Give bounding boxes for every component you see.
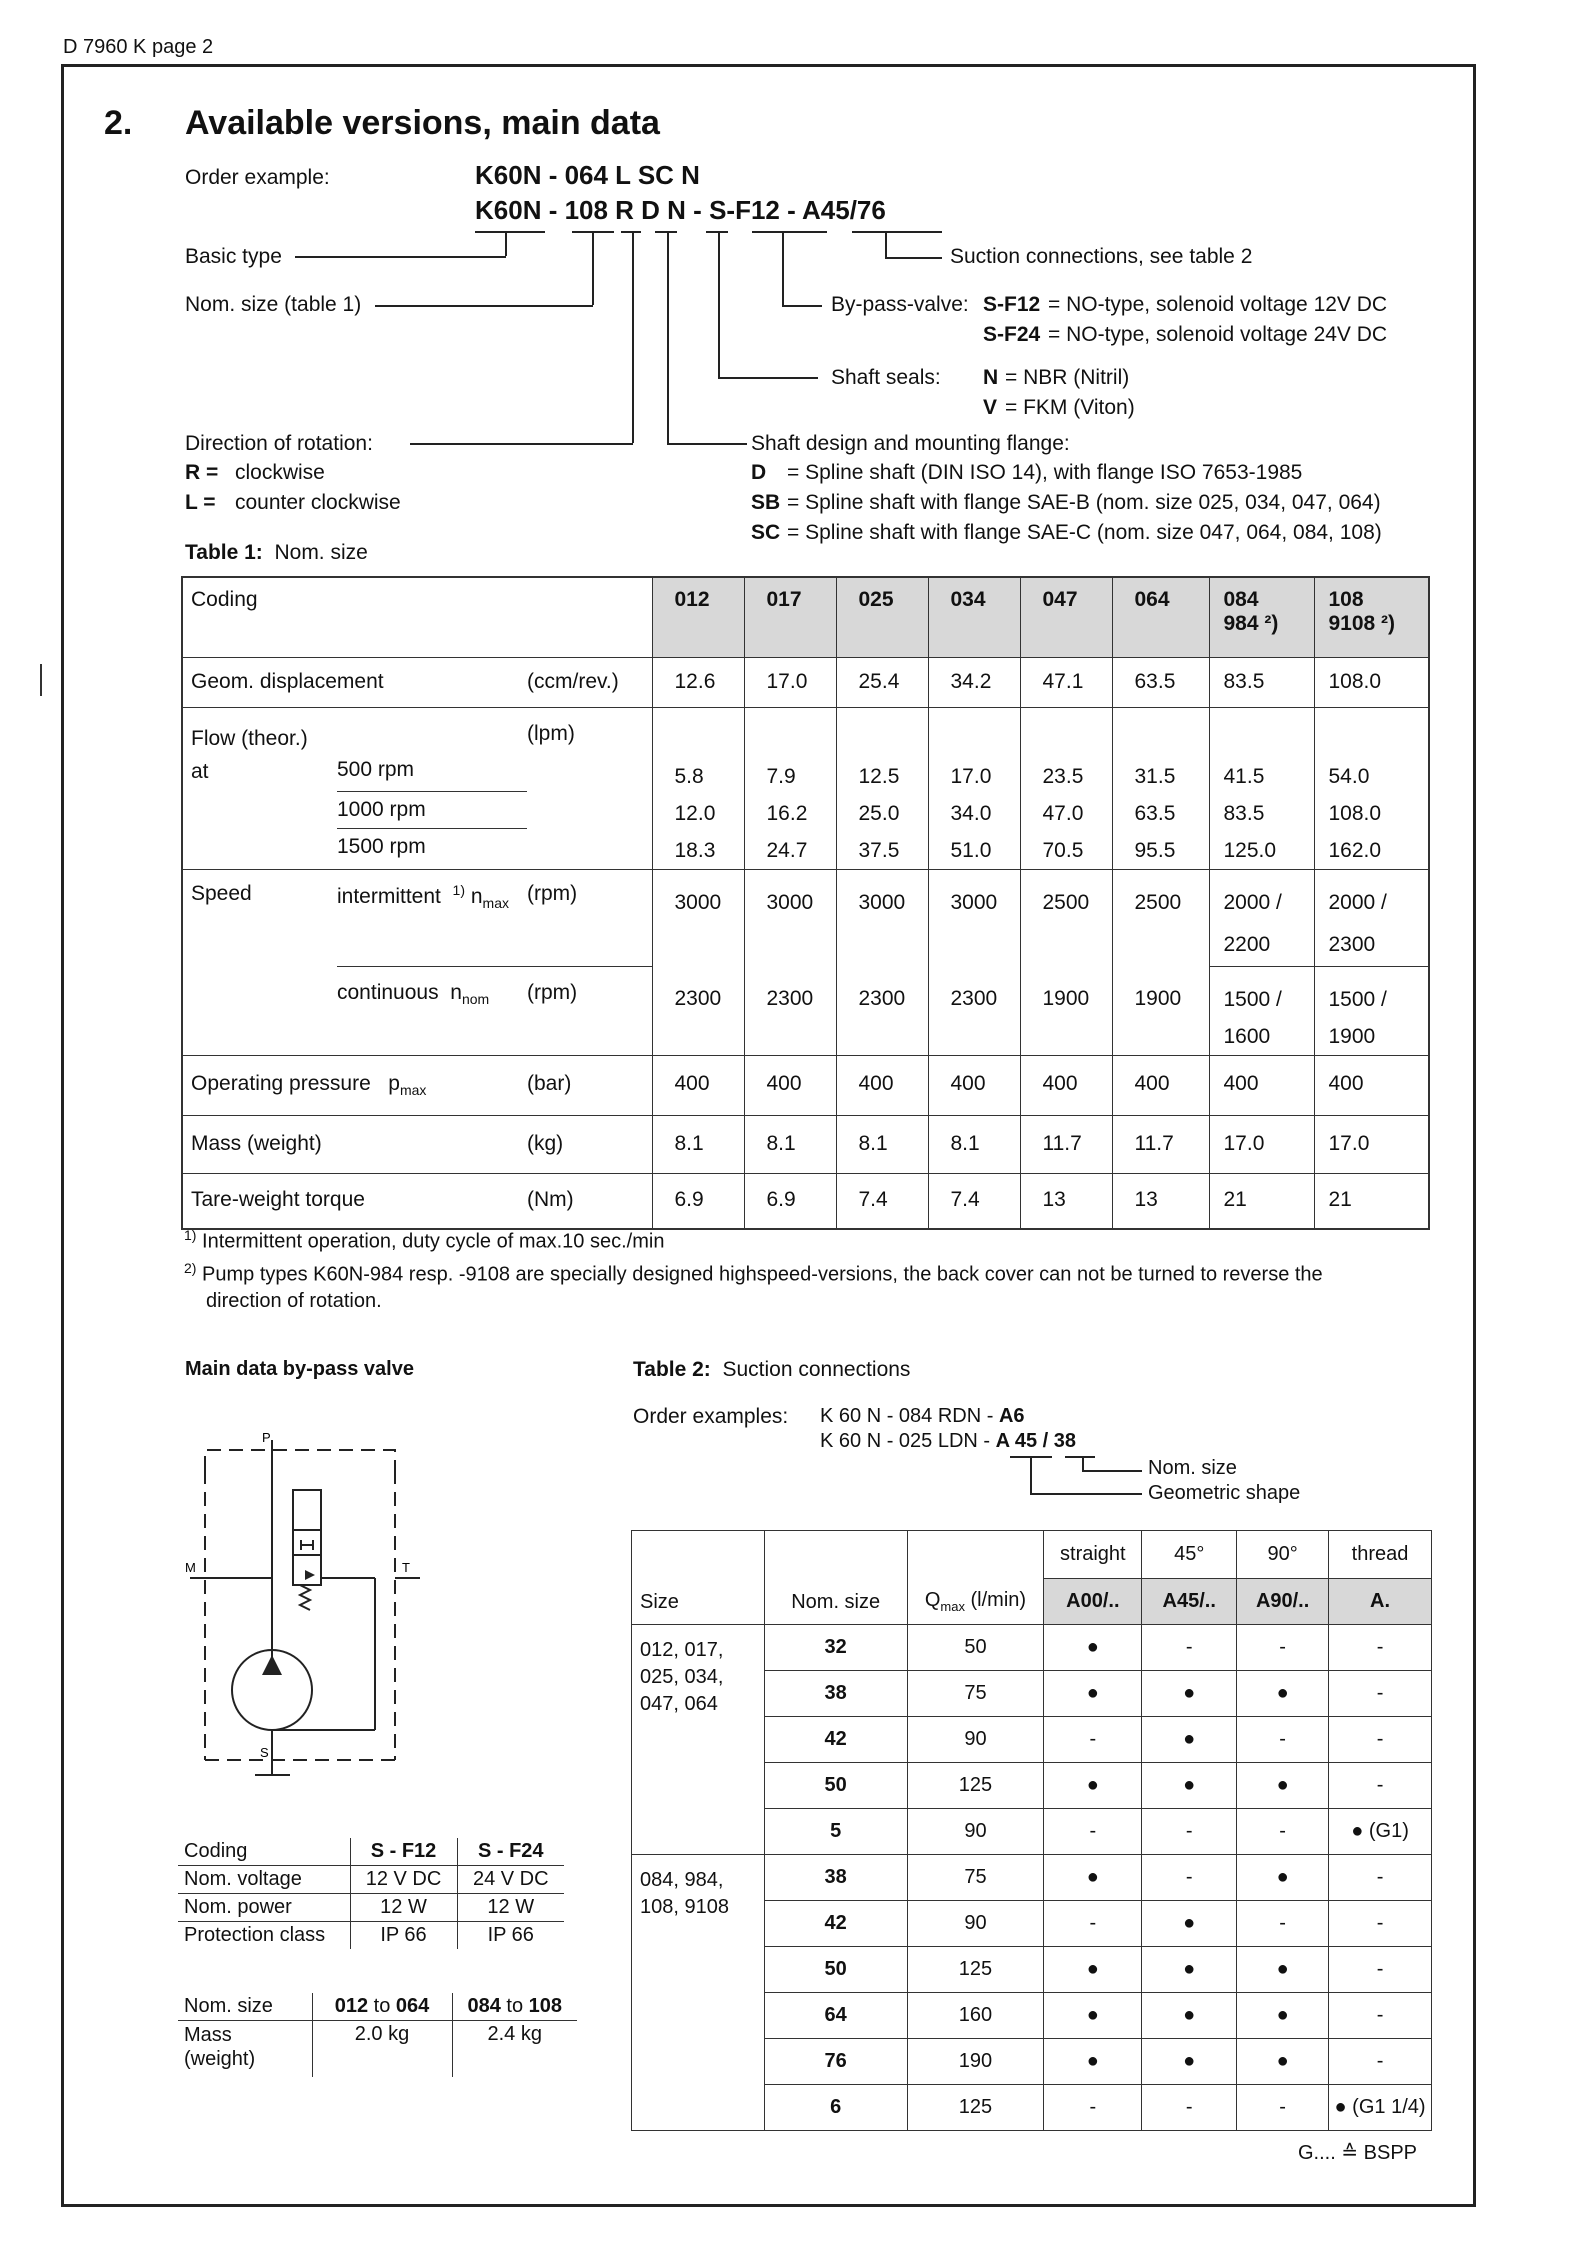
qmax-cell: 75 [907, 1671, 1044, 1717]
text-cursor [40, 664, 42, 696]
size-group: 012, 017, 025, 034, 047, 064 [632, 1625, 765, 1855]
pressure-value: 400 [836, 1055, 928, 1115]
rpm-unit: (rpm) [527, 980, 578, 1004]
mass-unit: (kg) [527, 1115, 652, 1173]
torque-unit: (Nm) [527, 1173, 652, 1229]
size-group: 084, 984, 108, 9108 [632, 1855, 765, 2131]
angle90-cell: - [1237, 1809, 1329, 1855]
thread-cell: - [1329, 1717, 1432, 1763]
geom-value: 83.5 [1209, 657, 1314, 707]
straight-cell: - [1044, 1809, 1142, 1855]
thread-cell: - [1329, 1993, 1432, 2039]
thread-cell: ● (G1) [1329, 1809, 1432, 1855]
legend-seal-v-text: = FKM (Viton) [1005, 396, 1135, 419]
legend-seal-n-text: = NBR (Nitril) [1005, 366, 1130, 389]
pressure-value: 400 [1314, 1055, 1429, 1115]
qmax-cell: 90 [907, 1717, 1044, 1763]
row-speed-intermittent [182, 869, 1429, 966]
nom-size-cell: 50 [764, 1947, 907, 1993]
angle90-cell: - [1237, 1625, 1329, 1671]
speed-int-value: 3000 [744, 869, 836, 966]
qmax-cell: 75 [907, 1855, 1044, 1901]
bp-col2: S - F24 [477, 1840, 544, 1862]
bp-prot1: IP 66 [350, 1922, 457, 1950]
torque-value: 21 [1209, 1173, 1314, 1229]
code-a90: A90/.. [1237, 1579, 1329, 1625]
bp-voltage1: 12 V DC [350, 1866, 457, 1894]
pressure-value: 400 [1209, 1055, 1314, 1115]
straight-cell: ● [1044, 2039, 1142, 2085]
angle90-cell: - [1237, 1717, 1329, 1763]
row-geom [182, 657, 1429, 707]
bp-coding-label: Coding [178, 1838, 350, 1866]
code-a00: A00/.. [1044, 1579, 1142, 1625]
footnote-1: $^{1)}$ Intermittent operation, duty cycle of max.10 sec./min [184, 1227, 665, 1253]
pressure-value: 400 [652, 1055, 744, 1115]
thread-cell: ● (G1 1/4) [1329, 2085, 1432, 2131]
row-speed-continuous [182, 966, 1429, 1055]
size-header: 064 [1112, 577, 1209, 657]
legend-shaft-title: Shaft design and mounting flange: [751, 432, 1070, 455]
nom-size-cell: 38 [764, 1855, 907, 1901]
speed-int-value: 3000 [928, 869, 1020, 966]
torque-value: 7.4 [928, 1173, 1020, 1229]
flow-label: Flow (theor.) at [182, 707, 337, 869]
bp-power1: 12 W [350, 1894, 457, 1922]
size-header: 108 9108 ²) [1314, 577, 1429, 657]
pressure-value: 400 [1112, 1055, 1209, 1115]
qmax-cell: 125 [907, 2085, 1044, 2131]
qmax-cell: 160 [907, 1993, 1044, 2039]
thread-cell: - [1329, 1671, 1432, 1717]
qmax-cell: 125 [907, 1763, 1044, 1809]
geometric-shape-note: Geometric shape [1148, 1482, 1301, 1504]
angle90-cell: ● [1237, 1855, 1329, 1901]
nom-size-cell: 64 [764, 1993, 907, 2039]
speed-int-value: 2000 / 2300 [1314, 869, 1429, 966]
speed-label: Speed [182, 869, 337, 1055]
straight-cell: ● [1044, 1947, 1142, 1993]
legend-suction: Suction connections, see table 2 [950, 245, 1253, 268]
nom-size-cell: 32 [764, 1625, 907, 1671]
legend-f12-code: S-F12 [983, 293, 1041, 316]
straight-cell: ● [1044, 1625, 1142, 1671]
geom-value: 63.5 [1112, 657, 1209, 707]
speed-int-value: 2000 / 2200 [1209, 869, 1314, 966]
qmax-cell: 90 [907, 1901, 1044, 1947]
speed-cont-value: 1500 / 1900 [1314, 966, 1429, 1055]
angle45-cell: ● [1142, 1901, 1237, 1947]
straight-cell: ● [1044, 1763, 1142, 1809]
h-thread: thread [1329, 1531, 1432, 1579]
bspp-note: G.... ≙ BSPP [1298, 2142, 1418, 2164]
nom-size-cell: 42 [764, 1717, 907, 1763]
flow-values: 54.0 108.0 162.0 [1314, 707, 1429, 869]
legend-direction-title: Direction of rotation: [185, 432, 373, 455]
bypass-data-table [178, 1838, 564, 1949]
speed-int-value: 3000 [836, 869, 928, 966]
table-suction-connections [631, 1530, 1432, 2131]
legend-f24-text: = NO-type, solenoid voltage 24V DC [1048, 323, 1388, 346]
pressure-unit: (bar) [527, 1055, 652, 1115]
nom-size-cell: 76 [764, 2039, 907, 2085]
geom-value: 12.6 [652, 657, 744, 707]
code-a45: A45/.. [1142, 1579, 1237, 1625]
table-row [632, 1625, 1432, 1671]
nom-size-cell: 5 [764, 1809, 907, 1855]
section-title: Available versions, main data [185, 104, 660, 142]
dir-r-text: clockwise [235, 461, 325, 484]
angle90-cell: ● [1237, 1947, 1329, 1993]
dir-l-code: L = [185, 491, 216, 514]
coding-label: Coding [191, 588, 258, 611]
mass-value: 17.0 [1209, 1115, 1314, 1173]
geom-unit: (ccm/rev.) [527, 657, 652, 707]
bp-size-label: Nom. size [178, 1993, 312, 2021]
size-header: 047 [1020, 577, 1112, 657]
torque-value: 7.4 [836, 1173, 928, 1229]
bypass-title: Main data by-pass valve [185, 1358, 414, 1380]
size-header: 017 [744, 577, 836, 657]
angle45-cell: - [1142, 1855, 1237, 1901]
speed-cont-value: 2300 [836, 966, 928, 1055]
legend-shaft-d-code: D [751, 461, 767, 484]
pressure-value: 400 [1020, 1055, 1112, 1115]
bp-mass2: 2.4 kg [487, 2023, 542, 2045]
speed-cont-value: 2300 [744, 966, 836, 1055]
flow-values: 17.0 34.0 51.0 [928, 707, 1020, 869]
legend-f24-code: S-F24 [983, 323, 1041, 346]
h-straight: straight [1044, 1531, 1142, 1579]
size-header: 025 [836, 577, 928, 657]
angle90-cell: - [1237, 2085, 1329, 2131]
thread-cell: - [1329, 1855, 1432, 1901]
speed-cont-value: 1900 [1112, 966, 1209, 1055]
angle90-cell: ● [1237, 1993, 1329, 2039]
bp-power2: 12 W [487, 1896, 535, 1918]
straight-cell: - [1044, 1717, 1142, 1763]
port-s-label: S [260, 1745, 269, 1760]
legend-bypass-label: By-pass-valve: [831, 293, 969, 316]
legend-seal-n-code: N [983, 366, 999, 389]
flow-values: 31.5 63.5 95.5 [1112, 707, 1209, 869]
table2-example2: K 60 N - 025 LDN - A 45 / 38 [820, 1430, 1077, 1452]
table2-caption: Table 2: Suction connections [633, 1358, 911, 1381]
speed-cont-value: 1500 / 1600 [1209, 966, 1314, 1055]
geom-value: 108.0 [1314, 657, 1429, 707]
speed-cont-value: 2300 [928, 966, 1020, 1055]
row-mass [182, 1115, 1429, 1173]
angle90-cell: ● [1237, 1763, 1329, 1809]
angle45-cell: - [1142, 1625, 1237, 1671]
row-pressure [182, 1055, 1429, 1115]
mass-value: 8.1 [836, 1115, 928, 1173]
section-number: 2. [104, 104, 133, 142]
rpm-unit: (rpm) [527, 869, 652, 966]
size-header: 034 [928, 577, 1020, 657]
thread-cell: - [1329, 1901, 1432, 1947]
port-m-label: M [185, 1560, 196, 1575]
angle90-cell: ● [1237, 2039, 1329, 2085]
mass-value: 8.1 [652, 1115, 744, 1173]
order-code-line2: K60N - 108 R D N - S-F12 - A45/76 [475, 195, 886, 225]
mass-value: 11.7 [1112, 1115, 1209, 1173]
size-header: 084 984 ²) [1209, 577, 1314, 657]
speed-cont-value: 1900 [1020, 966, 1112, 1055]
h-size: Size [632, 1531, 765, 1625]
nom-size-cell: 42 [764, 1901, 907, 1947]
bp-col1: S - F12 [350, 1838, 457, 1866]
nom-size-cell: 38 [764, 1671, 907, 1717]
straight-cell: ● [1044, 1855, 1142, 1901]
legend-shaft-d-text: = Spline shaft (DIN ISO 14), with flange ISO 7653-1985 [787, 461, 1303, 484]
qmax-cell: 50 [907, 1625, 1044, 1671]
thread-cell: - [1329, 1947, 1432, 1993]
legend-shaft-sb-text: = Spline shaft with flange SAE-B (nom. size 025, 034, 047, 064) [787, 491, 1381, 514]
table1-caption: Table 1: Nom. size [185, 541, 368, 564]
flow-values: 41.5 83.5 125.0 [1209, 707, 1314, 869]
legend-seal-v-code: V [983, 396, 998, 419]
dir-l-text: counter clockwise [235, 491, 401, 514]
size-header: 012 [652, 577, 744, 657]
speed-int-value: 2500 [1112, 869, 1209, 966]
torque-value: 6.9 [652, 1173, 744, 1229]
straight-cell: ● [1044, 1671, 1142, 1717]
torque-label: Tare-weight torque [182, 1173, 527, 1229]
angle45-cell: ● [1142, 1993, 1237, 2039]
flow-values: 12.5 25.0 37.5 [836, 707, 928, 869]
torque-value: 21 [1314, 1173, 1429, 1229]
torque-value: 13 [1112, 1173, 1209, 1229]
geom-value: 17.0 [744, 657, 836, 707]
angle45-cell: ● [1142, 1947, 1237, 1993]
bypass-valve-symbol [180, 1430, 430, 1790]
nom-size-note: Nom. size [1148, 1457, 1237, 1479]
page-header: D 7960 K page 2 [63, 36, 214, 58]
straight-cell: - [1044, 1901, 1142, 1947]
pressure-value: 400 [928, 1055, 1020, 1115]
table-row [632, 1855, 1432, 1901]
speed-cont-value: 2300 [652, 966, 744, 1055]
flow-values: 23.5 47.0 70.5 [1020, 707, 1112, 869]
row-flow [182, 707, 1429, 869]
table2-example1: K 60 N - 084 RDN - A6 [820, 1405, 1025, 1427]
legend-f12-text: = NO-type, solenoid voltage 12V DC [1048, 293, 1388, 316]
table1-header-row [182, 577, 1429, 657]
nom-size-cell: 6 [764, 2085, 907, 2131]
legend-seals-label: Shaft seals: [831, 366, 941, 389]
mass-label: Mass (weight) [182, 1115, 527, 1173]
angle45-cell: ● [1142, 1763, 1237, 1809]
mass-value: 11.7 [1020, 1115, 1112, 1173]
thread-cell: - [1329, 2039, 1432, 2085]
footnote-2: $^{2)}$ Pump types K60N-984 resp. -9108 are specially designed highspeed-versions, the back cover can not be turned to reverse the direction of rotation. [184, 1260, 1323, 1312]
bp-mass1: 2.0 kg [312, 2021, 452, 2077]
geom-label: Geom. displacement [182, 657, 527, 707]
flow-unit: (lpm) [527, 707, 652, 869]
straight-cell: ● [1044, 1993, 1142, 2039]
legend-shaft-sc-code: SC [751, 521, 781, 544]
mass-value: 8.1 [744, 1115, 836, 1173]
h-nom-size: Nom. size [764, 1531, 907, 1625]
mass-value: 17.0 [1314, 1115, 1429, 1173]
bp-size1: 012 to 064 [312, 1993, 452, 2021]
h-90: 90° [1237, 1531, 1329, 1579]
pressure-label: Operating pressure $p_{max}$ [182, 1055, 527, 1115]
nom-size-cell: 50 [764, 1763, 907, 1809]
straight-cell: - [1044, 2085, 1142, 2131]
port-p-label: P [262, 1430, 271, 1445]
qmax-cell: 90 [907, 1809, 1044, 1855]
speed-int-value: 2500 [1020, 869, 1112, 966]
h-45: 45° [1142, 1531, 1237, 1579]
bp-prot2: IP 66 [487, 1924, 534, 1946]
torque-value: 6.9 [744, 1173, 836, 1229]
speed-int-value: 3000 [652, 869, 744, 966]
angle45-cell: ● [1142, 1717, 1237, 1763]
bp-size2: 084 to 108 [467, 1995, 563, 2017]
thread-cell: - [1329, 1763, 1432, 1809]
table2-order-label: Order examples: [633, 1405, 789, 1428]
continuous-label: continuous $n_{nom}$ [337, 980, 490, 1007]
code-a: A. [1329, 1579, 1432, 1625]
bp-mass-label: Mass (weight) [178, 2021, 312, 2077]
legend-basic-type: Basic type [185, 245, 282, 268]
angle90-cell: - [1237, 1901, 1329, 1947]
torque-value: 13 [1020, 1173, 1112, 1229]
bp-voltage2: 24 V DC [472, 1868, 549, 1890]
order-code-line1: K60N - 064 L SC N [475, 160, 700, 190]
thread-cell: - [1329, 1625, 1432, 1671]
angle90-cell: ● [1237, 1671, 1329, 1717]
legend-shaft-sc-text: = Spline shaft with flange SAE-C (nom. size 047, 064, 084, 108) [787, 521, 1382, 544]
flow-rpm-list: 500 rpm 1000 rpm 1500 rpm [337, 707, 527, 869]
qmax-cell: 125 [907, 1947, 1044, 1993]
intermittent-label: intermittent $^{1)}$ $n_{max}$ [337, 869, 527, 966]
flow-values: 7.9 16.2 24.7 [744, 707, 836, 869]
legend-shaft-sb-code: SB [751, 491, 781, 514]
legend-nom-size: Nom. size (table 1) [185, 293, 362, 316]
angle45-cell: - [1142, 2085, 1237, 2131]
qmax-cell: 190 [907, 2039, 1044, 2085]
pressure-value: 400 [744, 1055, 836, 1115]
geom-value: 47.1 [1020, 657, 1112, 707]
mass-value: 8.1 [928, 1115, 1020, 1173]
angle45-cell: - [1142, 1809, 1237, 1855]
bp-power-label: Nom. power [178, 1894, 350, 1922]
angle45-cell: ● [1142, 1671, 1237, 1717]
bp-voltage-label: Nom. voltage [178, 1866, 350, 1894]
row-torque [182, 1173, 1429, 1229]
flow-values: 5.8 12.0 18.3 [652, 707, 744, 869]
port-t-label: T [402, 1560, 410, 1575]
angle45-cell: ● [1142, 2039, 1237, 2085]
bp-prot-label: Protection class [178, 1922, 350, 1950]
h-qmax: $Q_{max}$ (l/min) [907, 1531, 1044, 1625]
order-example-label: Order example: [185, 166, 330, 189]
geom-value: 25.4 [836, 657, 928, 707]
dir-r-code: R = [185, 461, 219, 484]
geom-value: 34.2 [928, 657, 1020, 707]
table-nom-size [181, 576, 1430, 1230]
bypass-mass-table [178, 1993, 577, 2077]
